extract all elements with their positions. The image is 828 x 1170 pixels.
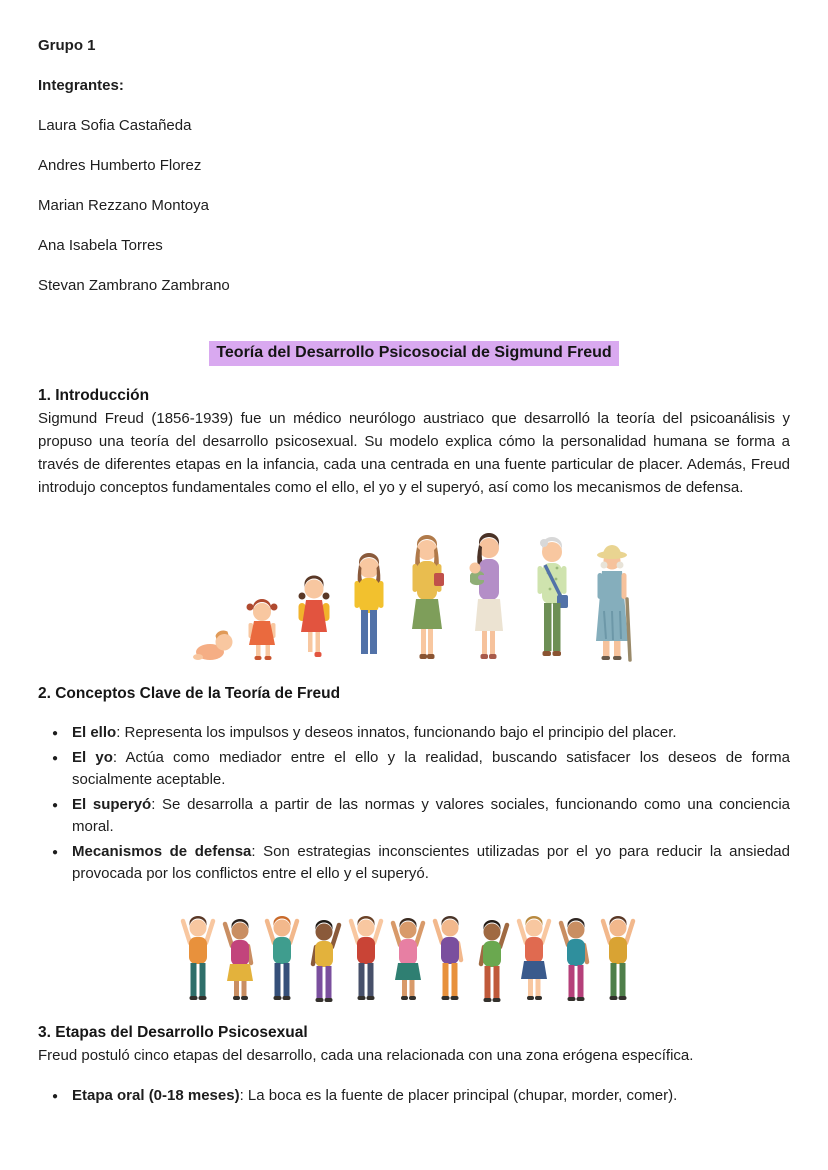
- figure-teen: [355, 553, 384, 659]
- section-2-heading: 2. Conceptos Clave de la Teoría de Freud: [38, 685, 341, 702]
- bullet-text: : Representa los impulsos y deseos innatos, funcionando bajo el principio del placer.: [116, 724, 677, 741]
- figure-5: [351, 916, 381, 1000]
- section-3-heading: 3. Etapas del Desarrollo Psicosexual: [38, 1024, 308, 1041]
- stages-list: [38, 1085, 790, 1107]
- section-1-paragraph: Sigmund Freud (1856-1939) fue un médico neurólogo austriaco que desarrolló la teoría del psicoanálisis y propuso una teoría del desarrollo psicosexual. Su modelo explica cómo la personalidad humana se forma a través de diferentes etapas en la infancia, cada una centrada en una fuente particular de placer. Además, Freud introdujo conceptos fundamentales como el ello, el yo y el superyó, así como los mecanismos de defensa.: [38, 410, 790, 496]
- figure-8: [481, 920, 507, 1002]
- bullet-text: : Son estrategias inconscientes utilizadas por el yo para reducir la ansiedad provocada por los conflictos entre el ello y el superyó.: [72, 843, 790, 882]
- figure-4: [313, 920, 339, 1002]
- section-1-heading: 1. Introducción: [38, 387, 150, 404]
- figure-11: [603, 916, 633, 1000]
- figure-mother-baby: [470, 533, 504, 659]
- members-label: Integrantes:: [38, 77, 124, 94]
- bullet-text: : La boca es la fuente de placer principal (chupar, morder, comer).: [239, 1087, 678, 1104]
- bullet-text: : Actúa como mediador entre el ello y la realidad, buscando satisfacer los deseos de forma socialmente aceptable.: [72, 749, 790, 788]
- bullet-term: El yo: [72, 749, 113, 766]
- figure-elderly-woman: [596, 545, 630, 660]
- section-3-intro: Freud postuló cinco etapas del desarrollo, cada una relacionada con una zona erógena específica.: [38, 1047, 694, 1064]
- figure-1: [183, 916, 213, 1000]
- member-name: Laura Sofia Castañeda: [38, 117, 192, 134]
- member-name: Stevan Zambrano Zambrano: [38, 277, 230, 294]
- figure-3: [267, 916, 297, 1000]
- bullet-term: Etapa oral (0-18 meses): [72, 1087, 240, 1104]
- member-name: Ana Isabela Torres: [38, 237, 163, 254]
- list-item: [72, 747, 790, 791]
- list-item: [72, 794, 790, 838]
- member-name: Andres Humberto Florez: [38, 157, 202, 174]
- list-item: [72, 1085, 790, 1107]
- concepts-list: [38, 722, 790, 885]
- figure-2: [225, 919, 253, 1000]
- life-stages-illustration: [184, 511, 644, 666]
- group-label: Grupo 1: [38, 37, 96, 54]
- bullet-term: El ello: [72, 724, 117, 741]
- figure-6: [393, 918, 423, 1000]
- figure-baby: [193, 630, 233, 660]
- group-of-people-illustration: [174, 897, 654, 1005]
- bullet-term: Mecanismos de defensa: [72, 843, 252, 860]
- figure-toddler: [247, 599, 278, 660]
- title-row: [38, 341, 790, 366]
- figure-9: [519, 916, 549, 1000]
- bullet-text: : Se desarrolla a partir de las normas y valores sociales, funcionando como una conciencia moral.: [72, 796, 790, 835]
- header-block: [38, 36, 790, 295]
- page-title: Teoría del Desarrollo Psicosocial de Sigmund Freud: [209, 341, 618, 366]
- member-name: Marian Rezzano Montoya: [38, 197, 209, 214]
- figure-7: [435, 916, 461, 1000]
- figure-school-girl: [299, 576, 330, 658]
- figure-10: [561, 918, 587, 1001]
- list-item: [72, 722, 790, 744]
- bullet-term: El superyó: [72, 796, 152, 813]
- figure-older-woman: [538, 537, 569, 656]
- figure-young-woman: [412, 535, 444, 659]
- list-item: [72, 841, 790, 885]
